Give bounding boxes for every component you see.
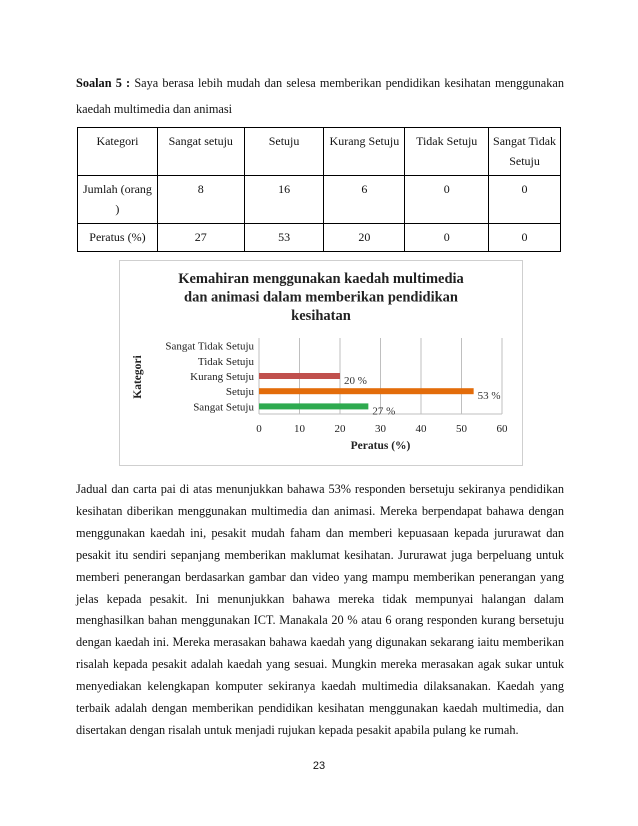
- y-category-label: Kurang Setuju: [190, 371, 254, 383]
- y-category-label: Sangat Tidak Setuju: [165, 340, 254, 353]
- body-paragraph: Jadual dan carta pai di atas menunjukkan bahawa 53% responden bersetuju sekiranya pendidikan kesihatan diberikan menggunakan multimedia dan animasi. Mereka berpendapat bahawa dengan menggunakan kaedah ini, pesakit mudah faham dan memberi kepuasaan kepada jururawat dan pesakit itu sendiri sepanjang memberikan maklumat kesihatan. Jururawat juga berpeluang untuk memberi penerangan berdasarkan gambar dan video yang mampu memberikan penerangan yang jelas kepada pesakit. Ini menunjukkan bahawa mereka tidak mempunyai halangan dalam menghasilkan bahan menggunakan ICT. Manakala 20 % atau 6 orang responden kurang bersetuju dengan kaedah ini. Mereka merasakan bahawa kaedah yang digunakan sekarang iaitu memberikan risalah kepada pesakit adalah kaedah yang sesuai. Mungkin mereka merasakan agak sukar untuk menyediakan kelengkapan komputer sekiranya kaedah multimedia dilaksanakan. Kaedah yang terbaik adalah dengan memberikan pendidikan kesihatan menggunakan kaedah multimedia, dan disertakan dengan risalah untuk menjadi rujukan kepada pesakit apabila pulang ke rumah.: [76, 482, 564, 737]
- response-table: [77, 127, 561, 252]
- y-category-label: Tidak Setuju: [197, 355, 254, 368]
- x-tick-label: 20: [334, 423, 346, 435]
- table-cell: 8: [157, 176, 244, 224]
- page-number: 23: [312, 760, 326, 772]
- chart-title-line: dan animasi dalam memberikan pendidikan: [184, 289, 458, 306]
- table-cell: 16: [244, 176, 324, 224]
- table-row: [78, 176, 561, 224]
- table-header-cell: Tidak Setuju: [405, 128, 489, 176]
- table-cell: Jumlah (orang ): [78, 176, 158, 224]
- chart-container: [119, 260, 523, 466]
- bar-data-label: 27 %: [372, 405, 396, 418]
- x-tick-label: 50: [456, 423, 467, 435]
- question-block: [76, 70, 564, 122]
- y-category-label: Sangat Setuju: [193, 401, 254, 414]
- table-cell: 0: [405, 224, 489, 252]
- x-tick-label: 30: [375, 423, 386, 435]
- question-label: Soalan 5 :: [76, 76, 131, 90]
- x-tick-label: 0: [256, 423, 262, 435]
- table-header-cell: Sangat Tidak Setuju: [489, 128, 561, 176]
- table-cell: 0: [489, 224, 561, 252]
- bar: [259, 403, 368, 409]
- y-axis-title: Kategori: [132, 355, 144, 399]
- y-category-label: Setuju: [225, 386, 254, 399]
- table-cell: 27: [157, 224, 244, 252]
- bar-chart: [120, 261, 522, 465]
- table-cell: Peratus (%): [78, 224, 158, 252]
- bar: [259, 388, 474, 394]
- bar-data-label: 53 %: [477, 390, 501, 403]
- bar: [259, 373, 340, 379]
- table-cell: 6: [324, 176, 405, 224]
- bar-data-label: 20 %: [344, 375, 367, 387]
- chart-title-line: kesihatan: [291, 308, 351, 324]
- table-header-row: [78, 128, 561, 176]
- x-tick-label: 40: [415, 423, 427, 435]
- x-tick-label: 10: [294, 423, 305, 435]
- chart-title-line: Kemahiran menggunakan kaedah multimedia: [178, 271, 464, 287]
- table-header-cell: Kurang Setuju: [324, 128, 405, 176]
- table-cell: 53: [244, 224, 324, 252]
- table-header-cell: Setuju: [244, 128, 324, 176]
- table-cell: 20: [324, 224, 405, 252]
- table-header-cell: Sangat setuju: [157, 128, 244, 176]
- question-text: Saya berasa lebih mudah dan selesa memberikan pendidikan kesihatan menggunakan kaedah multimedia dan animasi: [76, 76, 564, 116]
- x-tick-label: 60: [496, 423, 508, 435]
- x-axis-title: Peratus (%): [350, 440, 411, 452]
- table-cell: 0: [489, 176, 561, 224]
- table-cell: 0: [405, 176, 489, 224]
- table-row: [78, 224, 561, 252]
- table-header-cell: Kategori: [78, 128, 158, 176]
